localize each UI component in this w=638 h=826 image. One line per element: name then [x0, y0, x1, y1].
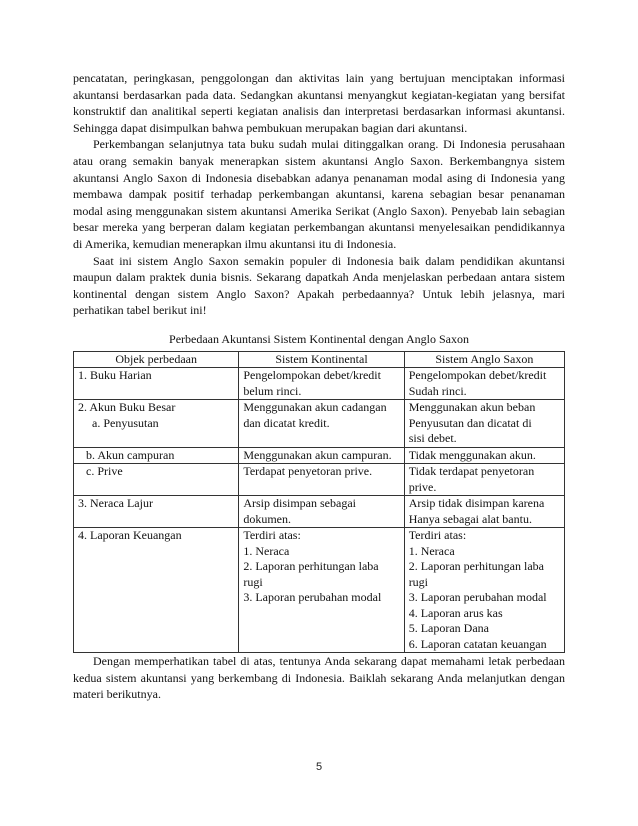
- cell-line: Pengelompokan debet/kredit: [243, 368, 381, 382]
- cell-line: dan dicatat kredit.: [243, 415, 330, 430]
- cell-line: rugi: [408, 574, 429, 589]
- cell-line: dokumen.: [243, 511, 292, 526]
- cell-line: belum rinci.: [243, 383, 302, 398]
- cell-objek: [74, 464, 239, 496]
- cell-anglo-saxon: [404, 447, 564, 464]
- cell-line: Menggunakan akun beban: [408, 400, 536, 414]
- cell-line: rugi: [243, 574, 263, 589]
- cell-line: Hanya sebagai alat bantu.: [408, 511, 532, 526]
- cell-kontinental: [239, 368, 404, 400]
- cell-line: 1. Buku Harian: [78, 368, 152, 382]
- cell-line: 1. Neraca: [243, 543, 290, 558]
- cell-anglo-saxon: [404, 528, 564, 653]
- cell-line: prive.: [408, 479, 437, 494]
- table-header-row: [74, 351, 565, 368]
- table-row: [74, 528, 565, 653]
- cell-line: 3. Neraca Lajur: [78, 496, 153, 510]
- cell-kontinental: [239, 496, 404, 528]
- cell-line: 5. Laporan Dana: [408, 621, 489, 635]
- cell-objek: [74, 496, 239, 528]
- cell-line: 3. Laporan perubahan modal: [243, 590, 382, 604]
- table-row: [74, 368, 565, 400]
- cell-line: Tidak menggunakan akun.: [408, 447, 536, 462]
- cell-line: c. Prive: [86, 464, 123, 478]
- cell-line: 3. Laporan perubahan modal: [408, 590, 547, 604]
- cell-line: Sudah rinci.: [408, 383, 467, 398]
- cell-objek: [74, 528, 239, 653]
- document-page: [73, 70, 565, 703]
- cell-anglo-saxon: [404, 368, 564, 400]
- cell-line: Terdapat penyetoran prive.: [243, 464, 373, 478]
- header-anglo-saxon: Sistem Anglo Saxon: [404, 351, 564, 368]
- cell-line: 4. Laporan Keuangan: [78, 528, 182, 542]
- cell-anglo-saxon: [404, 464, 564, 496]
- cell-line: Tidak terdapat penyetoran: [408, 464, 535, 478]
- cell-objek: [74, 400, 239, 448]
- table-row: [74, 400, 565, 448]
- cell-kontinental: [239, 447, 404, 464]
- cell-line: Arsip disimpan sebagai: [243, 496, 356, 510]
- cell-line: a. Penyusutan: [92, 415, 159, 430]
- cell-kontinental: [239, 528, 404, 653]
- cell-line: Menggunakan akun campuran.: [243, 447, 392, 462]
- cell-line: Pengelompokan debet/kredit: [408, 368, 547, 382]
- table-row: [74, 464, 565, 496]
- page-number: 5: [315, 761, 323, 773]
- cell-line: Penyusutan dan dicatat di: [408, 415, 532, 430]
- cell-objek: [74, 447, 239, 464]
- paragraph-intro: pencatatan, peringkasan, penggolongan dan aktivitas lain yang bertujuan menciptakan informasi akuntansi berdasarkan pada data. Sedangkan akuntansi menyangkut kegiatan-kegiatan yang bersifat konstruktif dan analitikal seperti kegiatan analisis dan interpretasi berdasarkan informasi akuntansi. Sehingga dapat disimpulkan bahwa pembukuan merupakan bagian dari akuntansi.: [73, 71, 565, 135]
- cell-line: 1. Neraca: [408, 543, 455, 558]
- cell-kontinental: [239, 464, 404, 496]
- cell-line: Terdiri atas:: [408, 528, 467, 542]
- cell-objek: [74, 368, 239, 400]
- cell-line: 2. Laporan perhitungan laba: [408, 559, 544, 573]
- paragraph-anglo-saxon: Saat ini sistem Anglo Saxon semakin populer di Indonesia baik dalam pendidikan akuntansi maupun dalam praktek dunia bisnis. Sekarang dapatkah Anda menjelaskan perbedaan antara sistem kontinental dengan sistem Anglo Saxon? Apakah perbedaannya? Untuk lebih jelasnya, mari perhatikan tabel berikut ini!: [73, 253, 565, 318]
- header-objek: Objek perbedaan: [74, 351, 239, 368]
- table-title: Perbedaan Akuntansi Sistem Kontinental dengan Anglo Saxon: [169, 331, 469, 346]
- table-row: [74, 447, 565, 464]
- cell-line: b. Akun campuran: [86, 447, 175, 462]
- paragraph-perkembangan: Perkembangan selanjutnya tata buku sudah mulai ditinggalkan orang. Di Indonesia perusahaan atau orang semakin banyak menerapkan sistem akuntansi Anglo Saxon. Berkembangnya sistem akuntansi Anglo Saxon di Indonesia disebabkan adanya penanaman modal asing di Indonesia yang membawa dampak positif terhadap perkembangan akuntansi, karena sebagian besar penanaman modal asing menggunakan sistem akuntansi Amerika Serikat (Anglo Saxon). Penyebab lain sebagian besar mereka yang berperan dalam kegiatan perkembangan akuntansi menyelesaikan pendidikannya di Amerika, kemudian menerapkan ilmu akuntansi itu di Indonesia.: [73, 137, 565, 251]
- cell-line: Arsip tidak disimpan karena: [408, 496, 545, 510]
- comparison-table: [73, 351, 565, 654]
- cell-line: 6. Laporan catatan keuangan: [408, 636, 547, 651]
- cell-anglo-saxon: [404, 400, 564, 448]
- cell-anglo-saxon: [404, 496, 564, 528]
- cell-line: 2. Laporan perhitungan laba: [243, 559, 379, 573]
- cell-line: sisi debet.: [408, 431, 457, 445]
- header-kontinental: Sistem Kontinental: [239, 351, 404, 368]
- cell-line: Terdiri atas:: [243, 528, 301, 542]
- cell-line: 2. Akun Buku Besar: [78, 400, 176, 414]
- cell-line: 4. Laporan arus kas: [408, 605, 503, 620]
- table-row: [74, 496, 565, 528]
- paragraph-closing: Dengan memperhatikan tabel di atas, tentunya Anda sekarang dapat memahami letak perbedaan kedua sistem akuntansi yang berkembang di Indonesia. Baiklah sekarang Anda melanjutkan dengan materi berikutnya.: [73, 654, 565, 702]
- cell-line: Menggunakan akun cadangan: [243, 400, 387, 414]
- cell-kontinental: [239, 400, 404, 448]
